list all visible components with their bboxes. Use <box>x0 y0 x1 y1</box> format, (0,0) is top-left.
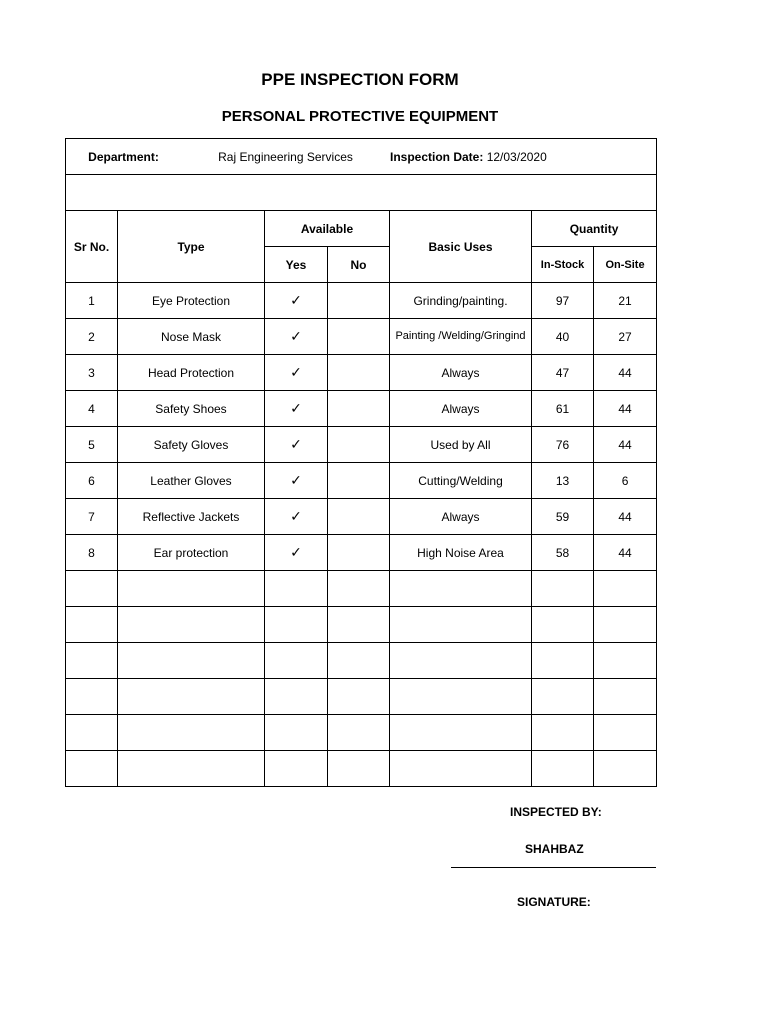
available-no-cell <box>328 427 390 463</box>
sr-no-cell: 5 <box>66 427 118 463</box>
available-no-cell <box>328 463 390 499</box>
table-row <box>66 319 657 355</box>
empty-cell <box>66 715 118 751</box>
on-site-cell: 44 <box>594 499 657 535</box>
empty-cell <box>118 679 265 715</box>
inspection-date-value: 12/03/2020 <box>486 149 547 164</box>
empty-row <box>66 751 657 787</box>
empty-row <box>66 679 657 715</box>
available-yes-cell: ✓ <box>265 319 328 355</box>
department-label: Department: <box>88 149 159 164</box>
signature-label: SIGNATURE: <box>517 895 591 909</box>
inspected-by-label: INSPECTED BY: <box>510 805 602 819</box>
on-site-cell: 44 <box>594 355 657 391</box>
empty-cell <box>390 751 532 787</box>
type-cell: Head Protection <box>118 355 265 391</box>
empty-cell <box>66 643 118 679</box>
in-stock-cell: 40 <box>532 319 594 355</box>
available-yes-cell: ✓ <box>265 391 328 427</box>
sr-no-cell: 4 <box>66 391 118 427</box>
blank-row <box>66 175 657 211</box>
table-row <box>66 427 657 463</box>
type-cell: Safety Shoes <box>118 391 265 427</box>
empty-cell <box>390 679 532 715</box>
empty-cell <box>328 607 390 643</box>
empty-cell <box>118 751 265 787</box>
header-quantity: Quantity <box>532 211 657 247</box>
available-yes-cell: ✓ <box>265 463 328 499</box>
header-type: Type <box>118 211 265 283</box>
empty-cell <box>532 643 594 679</box>
empty-cell <box>265 607 328 643</box>
available-yes-cell: ✓ <box>265 427 328 463</box>
empty-cell <box>328 679 390 715</box>
empty-cell <box>532 679 594 715</box>
empty-row <box>66 715 657 751</box>
form-subtitle: PERSONAL PROTECTIVE EQUIPMENT <box>221 108 499 125</box>
inspection-date-label: Inspection Date: <box>390 149 484 164</box>
empty-cell <box>265 571 328 607</box>
available-yes-cell: ✓ <box>265 535 328 571</box>
type-cell: Reflective Jackets <box>118 499 265 535</box>
available-no-cell <box>328 499 390 535</box>
empty-cell <box>328 751 390 787</box>
table-row <box>66 535 657 571</box>
empty-cell <box>265 679 328 715</box>
empty-cell <box>390 571 532 607</box>
basic-uses-cell: Painting /Welding/Gringind <box>390 319 532 355</box>
sr-no-cell: 6 <box>66 463 118 499</box>
empty-cell <box>118 571 265 607</box>
header-row <box>66 211 657 247</box>
empty-cell <box>66 679 118 715</box>
in-stock-cell: 61 <box>532 391 594 427</box>
available-yes-cell: ✓ <box>265 499 328 535</box>
in-stock-cell: 59 <box>532 499 594 535</box>
on-site-cell: 21 <box>594 283 657 319</box>
empty-cell <box>390 715 532 751</box>
basic-uses-cell: High Noise Area <box>390 535 532 571</box>
in-stock-cell: 13 <box>532 463 594 499</box>
empty-cell <box>265 643 328 679</box>
empty-cell <box>265 751 328 787</box>
empty-row <box>66 643 657 679</box>
type-cell: Leather Gloves <box>118 463 265 499</box>
empty-cell <box>594 571 657 607</box>
basic-uses-cell: Always <box>390 391 532 427</box>
available-no-cell <box>328 283 390 319</box>
type-cell: Nose Mask <box>118 319 265 355</box>
table-row <box>66 499 657 535</box>
header-in-stock: In-Stock <box>532 247 594 283</box>
empty-cell <box>532 607 594 643</box>
basic-uses-cell: Cutting/Welding <box>390 463 532 499</box>
in-stock-cell: 76 <box>532 427 594 463</box>
empty-cell <box>390 643 532 679</box>
basic-uses-cell: Used by All <box>390 427 532 463</box>
sr-no-cell: 7 <box>66 499 118 535</box>
sr-no-cell: 2 <box>66 319 118 355</box>
available-no-cell <box>328 355 390 391</box>
empty-cell <box>328 571 390 607</box>
header-basic-uses: Basic Uses <box>390 211 532 283</box>
basic-uses-cell: Always <box>390 355 532 391</box>
signature-line <box>451 867 656 868</box>
empty-cell <box>390 607 532 643</box>
empty-cell <box>532 571 594 607</box>
sr-no-cell: 1 <box>66 283 118 319</box>
header-yes: Yes <box>265 247 328 283</box>
available-no-cell <box>328 535 390 571</box>
empty-cell <box>118 643 265 679</box>
on-site-cell: 44 <box>594 427 657 463</box>
sr-no-cell: 8 <box>66 535 118 571</box>
empty-cell <box>328 715 390 751</box>
type-cell: Ear protection <box>118 535 265 571</box>
department-row <box>66 139 657 175</box>
basic-uses-cell: Always <box>390 499 532 535</box>
empty-cell <box>594 751 657 787</box>
empty-cell <box>66 751 118 787</box>
available-no-cell <box>328 391 390 427</box>
on-site-cell: 44 <box>594 535 657 571</box>
basic-uses-cell: Grinding/painting. <box>390 283 532 319</box>
available-yes-cell: ✓ <box>265 355 328 391</box>
available-no-cell <box>328 319 390 355</box>
on-site-cell: 27 <box>594 319 657 355</box>
empty-cell <box>328 643 390 679</box>
table-row <box>66 283 657 319</box>
in-stock-cell: 47 <box>532 355 594 391</box>
header-on-site: On-Site <box>594 247 657 283</box>
empty-cell <box>265 715 328 751</box>
empty-row <box>66 571 657 607</box>
table-row <box>66 355 657 391</box>
type-cell: Eye Protection <box>118 283 265 319</box>
header-available: Available <box>265 211 390 247</box>
empty-cell <box>66 571 118 607</box>
empty-cell <box>594 679 657 715</box>
form-title: PPE INSPECTION FORM <box>261 70 459 89</box>
inspection-date <box>390 150 547 164</box>
ppe-table <box>65 138 657 787</box>
header-sr-no: Sr No. <box>66 211 118 283</box>
type-cell: Safety Gloves <box>118 427 265 463</box>
header-no: No <box>328 247 390 283</box>
empty-cell <box>532 715 594 751</box>
empty-cell <box>532 751 594 787</box>
table-row <box>66 463 657 499</box>
in-stock-cell: 97 <box>532 283 594 319</box>
empty-cell <box>118 607 265 643</box>
sr-no-cell: 3 <box>66 355 118 391</box>
empty-cell <box>594 643 657 679</box>
available-yes-cell: ✓ <box>265 283 328 319</box>
department-value: Raj Engineering Services <box>218 149 353 164</box>
in-stock-cell: 58 <box>532 535 594 571</box>
empty-cell <box>594 607 657 643</box>
empty-cell <box>594 715 657 751</box>
empty-cell <box>66 607 118 643</box>
empty-row <box>66 607 657 643</box>
empty-cell <box>118 715 265 751</box>
on-site-cell: 6 <box>594 463 657 499</box>
table-row <box>66 391 657 427</box>
inspector-name: SHAHBAZ <box>525 842 584 856</box>
on-site-cell: 44 <box>594 391 657 427</box>
